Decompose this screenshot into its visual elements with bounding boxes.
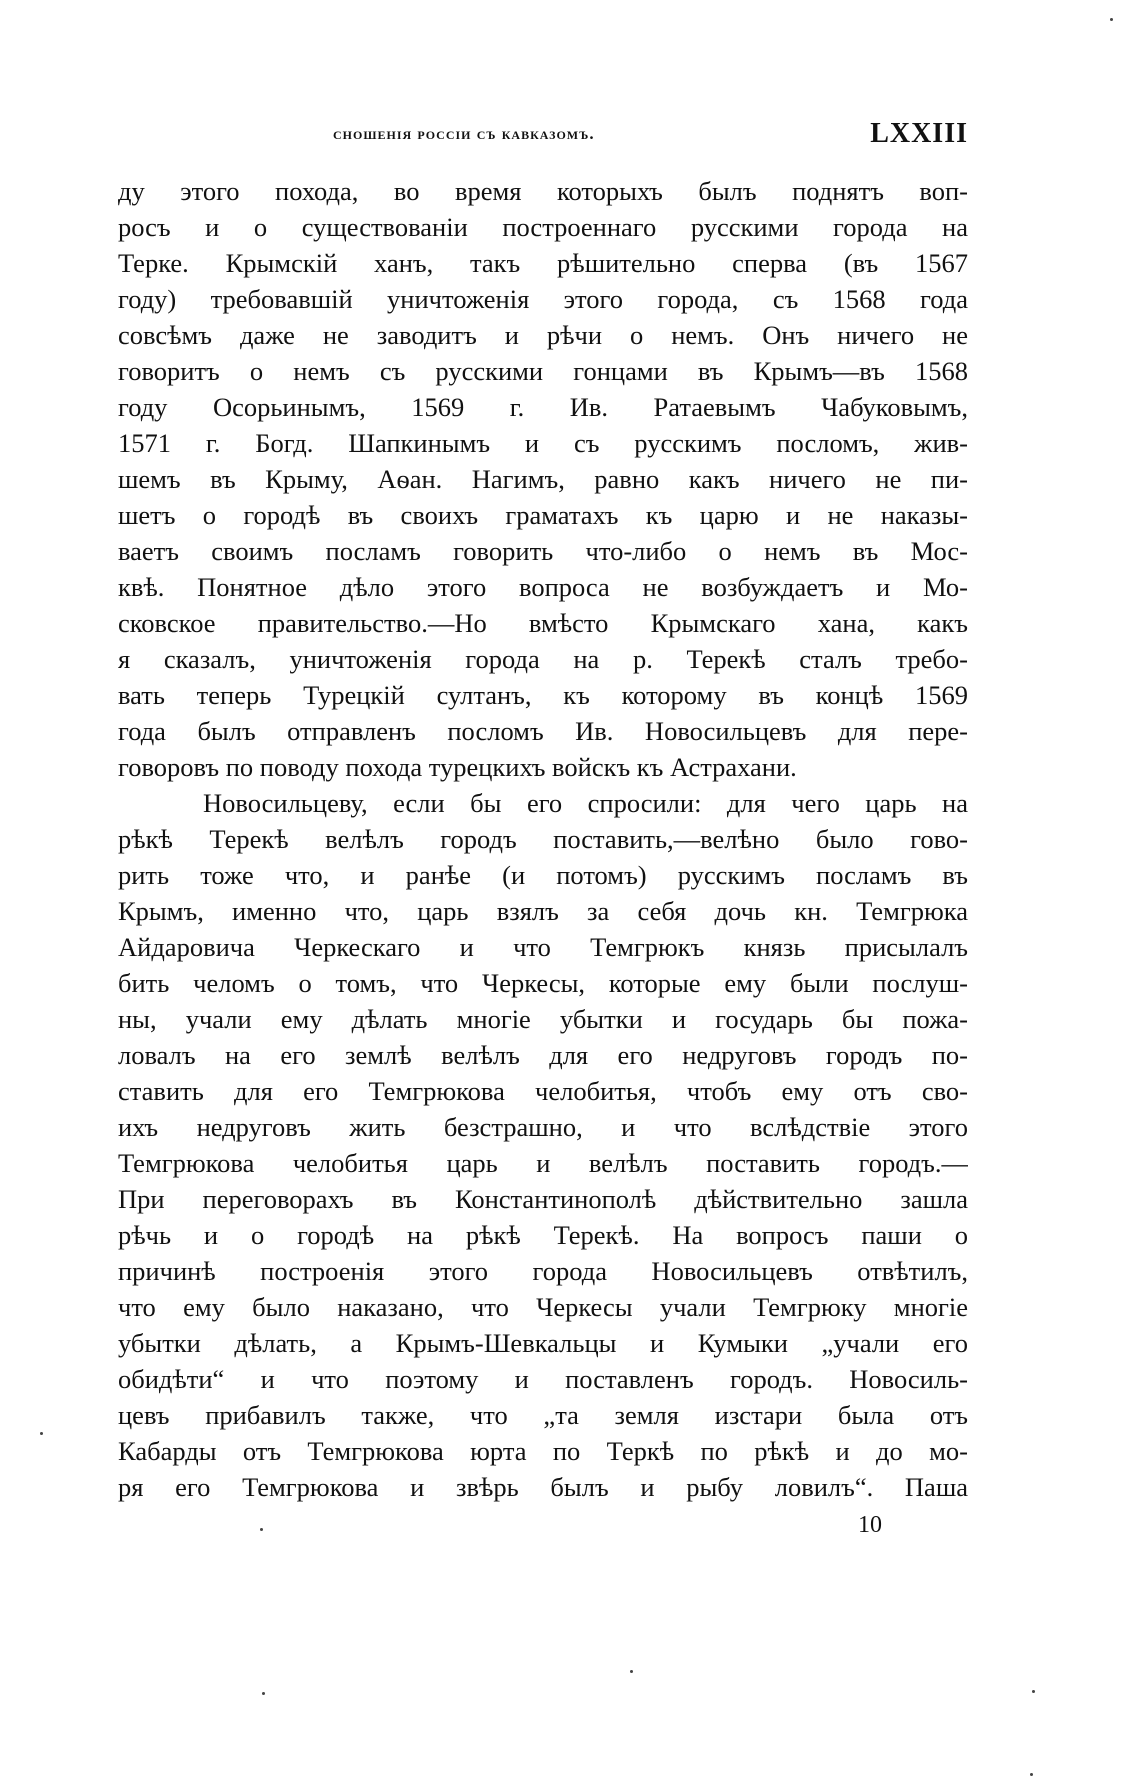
signature-mark: 10 bbox=[858, 1512, 882, 1538]
text-line: я сказалъ, уничтоженія города на р. Терекѣ сталъ требо- bbox=[118, 644, 968, 674]
text-line: ихъ недруговъ жить безстрашно, и что вслѣдствіе этого bbox=[118, 1112, 968, 1142]
text-line: ду этого похода, во время которыхъ былъ поднятъ воп- bbox=[118, 176, 968, 206]
paragraph-first-line: Новосильцеву, если бы его спросили: для чего царь на bbox=[203, 788, 968, 818]
text-line: ны, учали ему дѣлать многіе убытки и государь бы пожа- bbox=[118, 1004, 968, 1034]
text-line: году) требовавшій уничтоженія этого города, съ 1568 года bbox=[118, 284, 968, 314]
text-line: говоритъ о немъ съ русскими гонцами въ Крымъ—въ 1568 bbox=[118, 356, 968, 386]
text-line: совсѣмъ даже не заводитъ и рѣчи о немъ. Онъ ничего не bbox=[118, 320, 968, 350]
text-line: Терке. Крымскій ханъ, такъ рѣшительно сперва (въ 1567 bbox=[118, 248, 968, 278]
text-line: При переговорахъ въ Константинополѣ дѣйствительно зашла bbox=[118, 1184, 968, 1214]
running-head bbox=[118, 118, 968, 158]
scan-speck bbox=[1030, 1773, 1033, 1776]
scan-speck bbox=[40, 1432, 43, 1435]
text-line: сковское правительство.—Но вмѣсто Крымскаго хана, какъ bbox=[118, 608, 968, 638]
text-line: цевъ прибавилъ также, что „та земля изстари была отъ bbox=[118, 1400, 968, 1430]
text-line: вать теперь Турецкій султанъ, къ которому въ концѣ 1569 bbox=[118, 680, 968, 710]
text-line: рить тоже что, и ранѣе (и потомъ) русскимъ посламъ въ bbox=[118, 860, 968, 890]
text-line: 1571 г. Богд. Шапкинымъ и съ русскимъ посломъ, жив- bbox=[118, 428, 968, 458]
text-line: Кабарды отъ Темгрюкова юрта по Теркѣ по рѣкѣ и до мо- bbox=[118, 1436, 968, 1466]
text-line: Темгрюкова челобитья царь и велѣлъ поставить городъ.— bbox=[118, 1148, 968, 1178]
text-line: обидѣти“ и что поэтому и поставленъ городъ. Новосиль- bbox=[118, 1364, 968, 1394]
scan-speck bbox=[260, 1528, 263, 1531]
scan-speck bbox=[1032, 1690, 1035, 1693]
text-line: году Осорьинымъ, 1569 г. Ив. Ратаевымъ Чабуковымъ, bbox=[118, 392, 968, 422]
text-line: ваетъ своимъ посламъ говорить что-либо о немъ въ Мос- bbox=[118, 536, 968, 566]
text-line: года былъ отправленъ посломъ Ив. Новосильцевъ для пере- bbox=[118, 716, 968, 746]
text-line: что ему было наказано, что Черкесы учали Темгрюку многіе bbox=[118, 1292, 968, 1322]
scan-speck bbox=[262, 1692, 265, 1695]
text-line: шемъ въ Крыму, Аѳан. Нагимъ, равно какъ ничего не пи- bbox=[118, 464, 968, 494]
text-line: ловалъ на его землѣ велѣлъ для его недруговъ городъ по- bbox=[118, 1040, 968, 1070]
text-line: Айдаровича Черкескаго и что Темгрюкъ князь присылалъ bbox=[118, 932, 968, 962]
text-line: бить челомъ о томъ, что Черкесы, которые ему были послуш- bbox=[118, 968, 968, 998]
text-line: рѣкѣ Терекѣ велѣлъ городъ поставить,—велѣно было гово- bbox=[118, 824, 968, 854]
text-line: причинѣ построенія этого города Новосильцевъ отвѣтилъ, bbox=[118, 1256, 968, 1286]
running-title: сношенія россіи съ кавказомъ. bbox=[333, 124, 595, 143]
text-line: ря его Темгрюкова и звѣрь былъ и рыбу ловилъ“. Паша bbox=[118, 1472, 968, 1502]
text-line: убытки дѣлать, а Крымъ-Шевкальцы и Кумыки „учали его bbox=[118, 1328, 968, 1358]
text-line: Крымъ, именно что, царь взялъ за себя дочь кн. Темгрюка bbox=[118, 896, 968, 926]
scan-speck bbox=[1110, 18, 1113, 21]
page-number-roman: LXXIII bbox=[870, 118, 968, 149]
text-line: квѣ. Понятное дѣло этого вопроса не возбуждаетъ и Мо- bbox=[118, 572, 968, 602]
text-line: рѣчь и о городѣ на рѣкѣ Терекѣ. На вопросъ паши о bbox=[118, 1220, 968, 1250]
text-line: росъ и о существованіи построеннаго русскими города на bbox=[118, 212, 968, 242]
text-line: говоровъ по поводу похода турецкихъ войскъ къ Астрахани. bbox=[118, 752, 797, 782]
text-line: ставить для его Темгрюкова челобитья, чтобъ ему отъ сво- bbox=[118, 1076, 968, 1106]
body-text bbox=[118, 173, 968, 1505]
scan-speck bbox=[630, 1670, 633, 1673]
text-line: шетъ о городѣ въ своихъ граматахъ къ царю и не наказы- bbox=[118, 500, 968, 530]
